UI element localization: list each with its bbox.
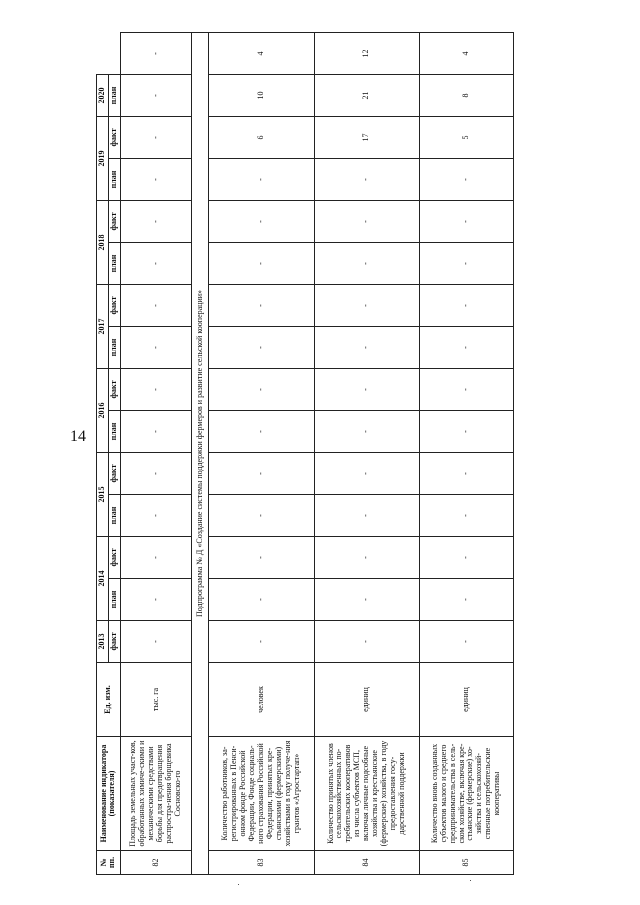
header-year-2015: 2015: [97, 453, 109, 537]
row-cell: -: [120, 579, 191, 621]
table-row: [120, 33, 191, 875]
header-name: Наименование индикатора (показателя): [97, 737, 121, 851]
row-cell: -: [314, 201, 419, 243]
header-fact: факт: [108, 453, 120, 495]
row-cell: -: [419, 537, 513, 579]
row-cell: 4: [209, 33, 314, 75]
row-cell: -: [419, 285, 513, 327]
row-cell: -: [314, 243, 419, 285]
header-plan: план: [108, 579, 120, 621]
row-cell: -: [419, 201, 513, 243]
row-name: Количество принятых членов сельскохозяйственных по-требительских кооперативов из числа субъектов МСП, включая личные подсобные хозяйства и крестьянские (фермерские) хозяйства, в году предоставления госу-дарственной поддержки: [314, 737, 419, 851]
row-cell: -: [314, 285, 419, 327]
row-cell: -: [120, 243, 191, 285]
row-name: Количество работников, за-регистрированных в Пенси-онном фонде Российской Федерации, Фонде социаль-ного страхования Российской Федерации, принятых кре-стьянскими (фермерскими) хозяйствами в году получе-ния грантов «Агростартап»: [209, 737, 314, 851]
header-fact: факт: [108, 537, 120, 579]
header-year-2013: 2013: [97, 621, 109, 663]
row-unit: человек: [209, 663, 314, 737]
header-year-2016: 2016: [97, 369, 109, 453]
row-cell: -: [419, 579, 513, 621]
row-cell: 6: [209, 117, 314, 159]
row-cell: -: [419, 411, 513, 453]
row-cell: -: [120, 537, 191, 579]
row-cell: -: [314, 159, 419, 201]
header-plan: план: [108, 327, 120, 369]
row-cell: 21: [314, 75, 419, 117]
row-num: 85: [419, 851, 513, 875]
row-cell: -: [209, 579, 314, 621]
row-cell: -: [209, 327, 314, 369]
table-row: [419, 33, 513, 875]
header-fact: факт: [108, 117, 120, 159]
row-cell: -: [120, 159, 191, 201]
header-plan: план: [108, 411, 120, 453]
row-num: 83: [209, 851, 314, 875]
row-cell: -: [419, 327, 513, 369]
header-row-years: [97, 33, 109, 875]
header-fact: факт: [108, 621, 120, 663]
row-cell: -: [314, 621, 419, 663]
header-unit: Ед. изм.: [97, 663, 121, 737]
row-cell: -: [209, 243, 314, 285]
header-plan: план: [108, 75, 120, 117]
row-cell: -: [120, 411, 191, 453]
scan-speck: [238, 884, 239, 885]
row-unit: единиц: [419, 663, 513, 737]
header-fact: факт: [108, 369, 120, 411]
row-unit: единиц: [314, 663, 419, 737]
row-cell: -: [209, 495, 314, 537]
row-num: 84: [314, 851, 419, 875]
row-cell: -: [419, 159, 513, 201]
header-year-2019: 2019: [97, 117, 109, 201]
row-cell: -: [419, 243, 513, 285]
row-cell: -: [209, 621, 314, 663]
row-cell: -: [314, 369, 419, 411]
header-plan: план: [108, 159, 120, 201]
row-cell: -: [209, 411, 314, 453]
row-cell: -: [120, 33, 191, 75]
row-cell: 8: [419, 75, 513, 117]
row-cell: -: [314, 411, 419, 453]
row-cell: -: [419, 621, 513, 663]
row-cell: -: [209, 285, 314, 327]
row-cell: -: [314, 327, 419, 369]
row-cell: -: [314, 495, 419, 537]
header-year-2014: 2014: [97, 537, 109, 621]
row-cell: -: [120, 75, 191, 117]
header-year-2017: 2017: [97, 285, 109, 369]
header-year-2020: 2020: [97, 75, 109, 117]
row-cell: 4: [419, 33, 513, 75]
row-cell: -: [120, 201, 191, 243]
row-cell: -: [314, 537, 419, 579]
row-num: 82: [120, 851, 191, 875]
row-cell: -: [120, 453, 191, 495]
subprogram-title: Подпрограмма № Д «Создание системы поддержки фермеров и развитие сельской кооперации»: [192, 33, 209, 875]
row-cell: -: [419, 369, 513, 411]
row-cell: -: [209, 453, 314, 495]
row-cell: -: [314, 453, 419, 495]
header-fact: факт: [108, 285, 120, 327]
row-cell: -: [120, 621, 191, 663]
row-cell: -: [209, 159, 314, 201]
page-number: 14: [70, 428, 86, 445]
row-cell: -: [419, 495, 513, 537]
row-cell: -: [209, 537, 314, 579]
header-plan: план: [108, 243, 120, 285]
row-cell: -: [209, 369, 314, 411]
row-name: Количество вновь созданных субъектов малого и среднего предпринимательства в сель-ском хозяйстве, включая кре-стьянские (фермерские) хо-зяйства и сельскохозяй-ственные потребительские кооперативы: [419, 737, 513, 851]
row-cell: 12: [314, 33, 419, 75]
row-cell: 17: [314, 117, 419, 159]
row-cell: -: [120, 285, 191, 327]
indicators-table: [96, 32, 514, 875]
subprogram-row: [192, 33, 209, 875]
row-name: Площадь земельных участ-ков, обработанных химиче-скими и механическими средствами борьбы для предотвращения распростра-нения борщевика Сосновско-го: [120, 737, 191, 851]
header-fact: факт: [108, 201, 120, 243]
header-num: № пп.: [97, 851, 121, 875]
row-cell: -: [120, 495, 191, 537]
row-cell: -: [120, 117, 191, 159]
row-cell: 10: [209, 75, 314, 117]
row-cell: -: [120, 369, 191, 411]
row-cell: -: [120, 327, 191, 369]
row-cell: -: [419, 453, 513, 495]
header-year-2018: 2018: [97, 201, 109, 285]
row-cell: -: [209, 201, 314, 243]
row-cell: 5: [419, 117, 513, 159]
scan-speck: [470, 880, 471, 881]
table-row: [314, 33, 419, 875]
header-plan: план: [108, 495, 120, 537]
row-unit: тыс. га: [120, 663, 191, 737]
table-row: [209, 33, 314, 875]
row-cell: -: [314, 579, 419, 621]
